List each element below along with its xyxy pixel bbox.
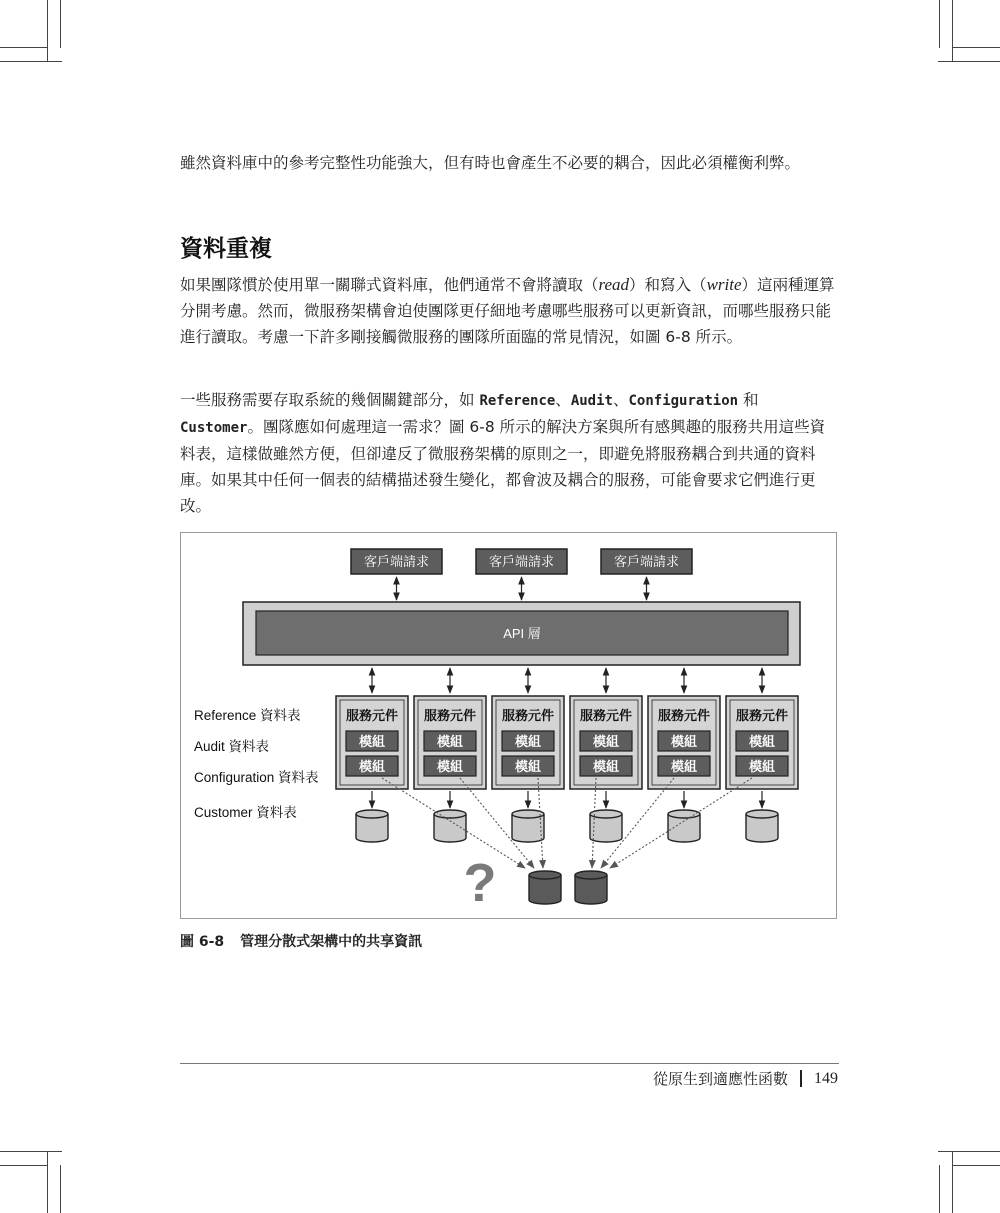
text-run: 如果團隊慣於使用單一關聯式資料庫，他們通常不會將讀取（	[180, 276, 599, 294]
module-label: 模組	[670, 734, 698, 749]
service-component-label: 服務元件	[579, 708, 633, 723]
module-label: 模組	[670, 759, 698, 774]
text-run: 和	[738, 391, 759, 409]
caption-number: 圖 6-8	[180, 934, 225, 950]
service-component-label: 服務元件	[501, 708, 555, 723]
text-run: 、	[555, 391, 571, 409]
service-component-label: 服務元件	[345, 708, 399, 723]
figure-6-8	[180, 532, 837, 919]
module-label: 模組	[514, 759, 542, 774]
table-label: Customer 資料表	[194, 805, 297, 820]
api-layer-label: API 層	[503, 626, 541, 641]
module-label: 模組	[748, 759, 776, 774]
service-component-label: 服務元件	[735, 708, 789, 723]
page-number: 149	[814, 1069, 838, 1087]
footer-separator	[800, 1070, 802, 1087]
architecture-diagram	[181, 533, 838, 920]
text-run: 、	[612, 391, 629, 409]
crop-mark	[0, 61, 62, 62]
term-read: read	[598, 275, 630, 294]
crop-mark	[952, 1151, 953, 1213]
crop-mark	[0, 47, 48, 48]
service-database-top	[668, 810, 700, 818]
module-label: 模組	[592, 759, 620, 774]
service-component-label: 服務元件	[657, 708, 711, 723]
term-configuration: Configuration	[628, 393, 739, 409]
page-footer	[653, 1068, 838, 1089]
service-database-top	[356, 810, 388, 818]
crop-mark	[0, 1151, 62, 1152]
crop-mark	[952, 1165, 1000, 1166]
module-label: 模組	[592, 734, 620, 749]
text-run: 一些服務需要存取系統的幾個關鍵部分，如	[180, 391, 480, 409]
crop-mark	[938, 61, 1000, 62]
intro-paragraph: 雖然資料庫中的參考完整性功能強大，但有時也會產生不必要的耦合，因此必須權衡利弊。	[180, 154, 801, 172]
service-database-top	[512, 810, 544, 818]
module-label: 模組	[514, 734, 542, 749]
module-label: 模組	[358, 734, 386, 749]
paragraph-2	[180, 387, 840, 519]
client-request-label: 客戶端請求	[363, 554, 430, 569]
crop-mark	[60, 0, 61, 48]
shared-database-top	[575, 871, 607, 879]
text-run: ）和寫入（	[629, 276, 707, 294]
service-database-top	[434, 810, 466, 818]
crop-mark	[939, 0, 940, 48]
table-label: Reference 資料表	[194, 708, 301, 723]
term-write: write	[706, 275, 742, 294]
caption-text: 管理分散式架構中的共享資訊	[240, 934, 423, 950]
service-component-label: 服務元件	[423, 708, 477, 723]
section-heading: 資料重複	[180, 236, 272, 262]
table-label: Configuration 資料表	[194, 770, 319, 785]
crop-mark	[952, 47, 1000, 48]
client-request-label: 客戶端請求	[488, 554, 555, 569]
crop-mark	[952, 0, 953, 62]
footer-rule	[180, 1063, 839, 1064]
table-label: Audit 資料表	[194, 739, 270, 754]
crop-mark	[939, 1165, 940, 1213]
term-audit: Audit	[570, 393, 613, 409]
coupling-arrow	[610, 778, 752, 868]
crop-mark	[0, 1165, 48, 1166]
coupling-arrow	[382, 778, 525, 868]
module-label: 模組	[436, 759, 464, 774]
crop-mark	[938, 1151, 1000, 1152]
text-run: ）這兩種運算分開考慮。然而，微服務架構會迫使團隊更仔細地考慮哪些服務可以更新資訊，而哪些服務只能進行讀取。考慮一下許多剛接觸微服務的團隊所面臨的常見情況，如圖 6-8 所示。	[180, 276, 835, 346]
module-label: 模組	[748, 734, 776, 749]
crop-mark	[60, 1165, 61, 1213]
client-request-label: 客戶端請求	[613, 554, 680, 569]
module-label: 模組	[358, 759, 386, 774]
question-mark: ?	[463, 853, 497, 913]
crop-mark	[47, 1151, 48, 1213]
term-reference: Reference	[479, 393, 556, 409]
service-database-top	[746, 810, 778, 818]
figure-caption	[180, 931, 422, 951]
crop-mark	[47, 0, 48, 62]
paragraph-1	[180, 272, 840, 350]
module-label: 模組	[436, 734, 464, 749]
shared-database-top	[529, 871, 561, 879]
chapter-title: 從原生到適應性函數	[652, 1070, 788, 1088]
text-run: 。團隊應如何處理這一需求？圖 6-8 所示的解決方案與所有感興趣的服務共用這些資料表，這樣做雖然方便，但卻違反了微服務架構的原則之一，即避免將服務耦合到共通的資料庫。如果其中任何一個表的結構描述發生變化，都會波及耦合的服務，可能會要求它們進行更改。	[180, 418, 826, 515]
term-customer: Customer	[180, 420, 248, 436]
